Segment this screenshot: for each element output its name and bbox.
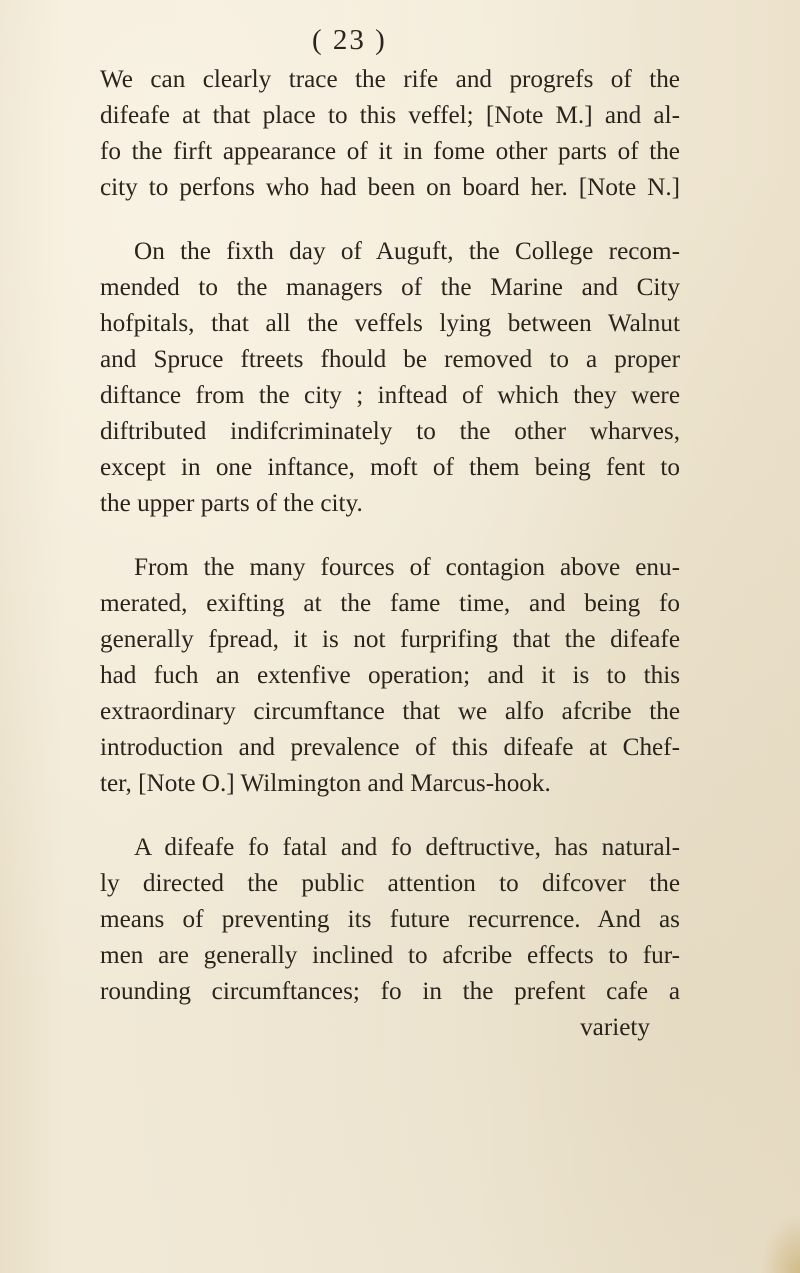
text-line: From the many fources of contagion above enu-	[134, 554, 680, 581]
paragraph-2	[100, 234, 680, 522]
text-line: means of preventing its future recurrence. And as	[100, 906, 680, 933]
text-line: difeafe at that place to this veffel; [Note M.] and al-	[100, 102, 680, 129]
text-line: On the fixth day of Auguft, the College recom-	[134, 238, 680, 265]
text-line: extraordinary circumftance that we alfo afcribe the	[100, 698, 680, 725]
text-line: introduction and prevalence of this difeafe at Chef-	[100, 734, 680, 761]
text-line: men are generally inclined to afcribe effects to fur-	[100, 942, 680, 969]
text-line: generally fpread, it is not furprifing that the difeafe	[100, 626, 680, 653]
paragraph-4	[100, 830, 680, 1010]
body-text	[100, 62, 680, 1046]
text-line: mended to the managers of the Marine and City	[100, 274, 680, 301]
text-line: rounding circumftances; fo in the prefent cafe a	[100, 978, 680, 1005]
text-line: had fuch an extenfive operation; and it is to this	[100, 662, 680, 689]
text-line: except in one inftance, moft of them being fent to	[100, 454, 680, 481]
text-line: diftributed indifcriminately to the other wharves,	[100, 418, 680, 445]
text-line: We can clearly trace the rife and progrefs of the	[100, 66, 680, 93]
text-line: A difeafe fo fatal and fo deftructive, has natural-	[134, 834, 680, 861]
catchword: variety	[580, 1014, 650, 1041]
text-line: ter, [Note O.] Wilmington and Marcus-hook.	[100, 770, 551, 797]
text-line: ly directed the public attention to difcover the	[100, 870, 680, 897]
paragraph-1	[100, 62, 680, 206]
page-number: ( 23 )	[312, 24, 387, 56]
paragraph-3	[100, 550, 680, 802]
text-line: merated, exifting at the fame time, and being fo	[100, 590, 680, 617]
page-stain	[760, 1213, 800, 1273]
text-line: fo the firft appearance of it in fome other parts of the	[100, 138, 680, 165]
text-line: the upper parts of the city.	[100, 490, 363, 517]
text-line: city to perfons who had been on board her. [Note N.]	[100, 174, 680, 201]
text-line: hofpitals, that all the veffels lying between Walnut	[100, 310, 680, 337]
text-line: diftance from the city ; inftead of which they were	[100, 382, 680, 409]
text-line: and Spruce ftreets fhould be removed to a proper	[100, 346, 680, 373]
